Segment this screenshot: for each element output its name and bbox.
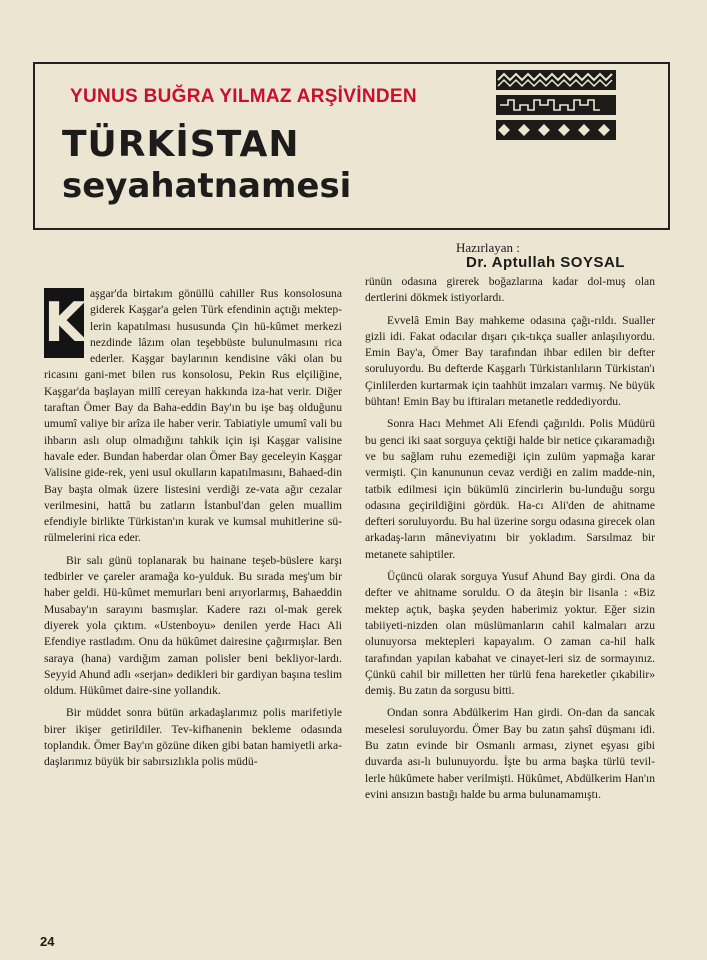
paragraph: Bir müddet sonra bütün arkadaşlarımız polis marifetiyle birer ikişer getirildiler. Tev-kifhanenin bekleme odasında toplandık. Ömer Bay'ın gözüne diken gibi batan hamiyetli arka-daşlarımız büyük bir sabırsızlıkla polis müdü- [44, 706, 342, 769]
drop-cap: K [44, 288, 84, 358]
title-line-2: seyahatnamesi [62, 166, 352, 206]
left-column [44, 286, 342, 777]
decorative-pattern-icon [496, 70, 616, 140]
paragraph: Evvelâ Emin Bay mahkeme odasına çağı-rıldı. Sualler gizli idi. Fakat odacılar dışarı çık-tıkça sualler anlaşılıyordu. Emin Bay'a, Ömer Bay tarafından ihbar edilen bir defter soruluyordu. Bu defterde Kaşgarlı Türkistanlıların Türkistan'ı Çinlilerden kurtarmak için taahhüt imzaları varmış. Ne büyük bühtan! Emin Bay bu iftiraları metanetle reddediyordu. [365, 313, 655, 409]
paragraph: Üçüncü olarak sorguya Yusuf Ahund Bay girdi. Ona da defter ve ahitname soruldu. O da âteşin bir lisanla : «Biz mektep açtık, başka şeyden haberimiz yoktur. Eğer sizin tabiiyeti-nizden olan müslümanların cahil kalmaları arzu olunuyorsa mektepleri kapayalım. O zaman ca-hil halk tarafından yapılan kabahat ve cinayet-leri siz de sormayınız. Çünkü cahil bir milletten her türlü fena hareketler çıkabilir» demiş. Bu zatın da sorgusu bitti. [365, 570, 655, 698]
author-name: Dr. Aptullah SOYSAL [466, 254, 625, 271]
page-number: 24 [40, 934, 55, 949]
right-column [365, 274, 655, 809]
paragraph [44, 286, 342, 547]
paragraph-text: aşgar'da birtakım gönüllü cahiller Rus konsolosuna giderek Kaşgar'a gelen Türk efendinin açtığı mektep-lerin kapatılması hususunda Çin hü-kûmet merkezi nezdinde lâzım olan teşebbüste bulunulmasını rica ederler. Kaşgar baylarının kendisine vâki olan bu ricasını gani-met bilen rus konsolosu, Pekin Rus elçiliğine, Kaşgar'da başlayan millî cereyan hakkında iza-hat verir. Diğer taraftan Ömer Bay da Baha-eddin Bay'ın bu işe baş olduğunu umumî valiye bir arîza ile haber verir. Tabiatiyle umumî vali bu ihbarın aslı olup olmadığını tahkik için işi Kaşgar valisine havale eder. Bundan haberdar olan Ömer Bay geceleyin Kaşgar Valisine gide-rek, yeni usul okulların kapatılmasını, Bahaed-din Bay başta olmak üzere listesini verdiği ze-vata ağır cezalar verilmesini, hattâ bu zatların İstanbul'dan gelen muallim efendiyle birlikte Türkistan'ın kurak ve kumsal muhitlerine sü-rülmelerini rica eder. [44, 287, 342, 545]
byline-label: Hazırlayan : [456, 240, 520, 255]
title-line-1: TÜRKİSTAN [62, 124, 300, 165]
archive-label: YUNUS BUĞRA YILMAZ ARŞİVİNDEN [70, 86, 417, 107]
paragraph: Bir salı günü toplanarak bu hainane teşeb-büslere karşı tedbirler ve çareler aramağa ko-yulduk. Bu sırada meş'um bir haber geldi. Hü-kûmet memurları beni arıyorlarmış, Bahaeddin Musabay'ın sarayını basmışlar. Kadere razı ol-mak gerek diyerek yola çıktım. «Ustenboyu» denilen yerde Hacı Ali Efendiye rastladım. Onu da hükûmet dairesine çağırmışlar. Ben saraya (hana) vardığım zaman polisler beni bekliyor-lardı. Seyyid Ahund adlı «serjan» dedikleri bir gardiyan başına teslim oldum. Hükûmet daire-sine yollandık. [44, 553, 342, 698]
paragraph: Ondan sonra Abdülkerim Han girdi. On-dan da sancak meselesi soruluyordu. Ömer Bay bu zatın şahsî düşmanı idi. Bu zatın evinde bir Osmanlı arması, ziynet eşyası gibi duvarda ası-lı bulunuyordu. İşte bu arma başka türlü tevil-lerle hükûmete haber verilmişti. Hükûmet, Abdülkerim Han'ın evini ansızın bastığı halde bu arma bulunamamıştı. [365, 706, 655, 801]
paragraph: Sonra Hacı Mehmet Ali Efendi çağırıldı. Polis Müdürü bu genci iki saat sorguya çektiği halde bir netice çıkaramadığı ve bu sağlam ruhu ezemediği için zulüm yapmağa karar vermişti. Çin kanununun cevaz verdiği en zalim madde-nin, tatbik edilmesi için bükümlü zincirlerin bu-lunduğu sorgu odasına geçirildiğini gördük. Ha-cı Ali'den de ahitname defteri soruluyordu. Bu hal üzerine sorgu odasına girecek olan arkadaş-ların mâneviyatını bir yokladım. Sarsılmaz bir metanete sahiptiler. [365, 417, 655, 561]
paragraph: rünün odasına girerek boğazlarına kadar dol-muş olan dertlerini dökmek istiyorlardı. [365, 275, 655, 305]
